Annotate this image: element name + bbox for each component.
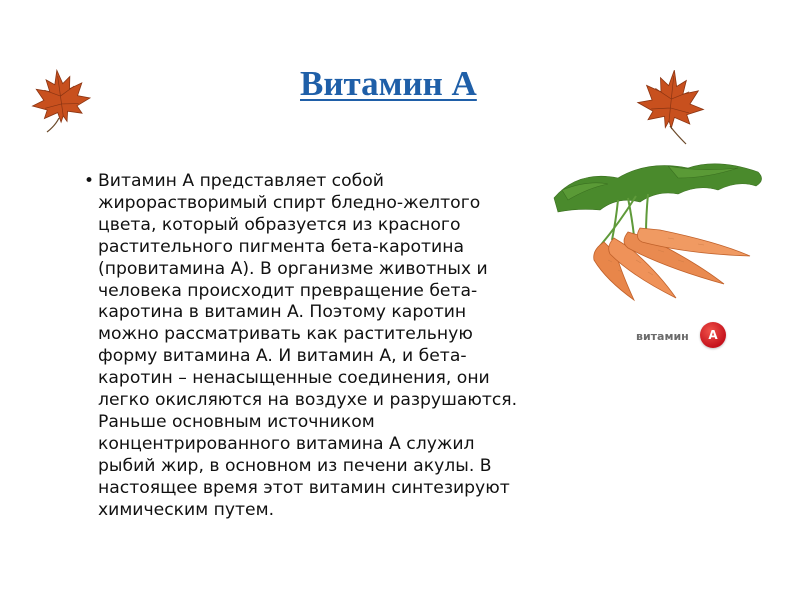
carrot-greens (554, 164, 762, 212)
vitamin-a-badge (628, 318, 738, 356)
slide-title: Витамин А (300, 64, 477, 103)
body-paragraph: Витамин A представляет собой жирорастворимый спирт бледно-желтого цвета, который образуется из красного растительного пигмента бета-каротина (провитамина A). В организме животных и человека происходит превращение бета-каротина в витамин A. Поэтому каротин можно рассматривать как растительную форму витамина A. И витамин A, и бета-каротин – ненасыщенные соединения, они легко окисляются на воздухе и разрушаются. Раньше основным источником концентрированного витамина A служил рыбий жир, в основном из печени акулы. В настоящее время этот витамин синтезируют химическим путем. (98, 171, 518, 520)
badge-label: витамин (636, 330, 689, 343)
body-paragraph-block (84, 171, 524, 522)
badge-letter: A (700, 322, 726, 348)
bullet-marker: • (84, 171, 95, 191)
carrots-image (548, 150, 770, 310)
maple-leaf-icon (28, 66, 94, 134)
maple-leaf-icon (634, 66, 708, 146)
